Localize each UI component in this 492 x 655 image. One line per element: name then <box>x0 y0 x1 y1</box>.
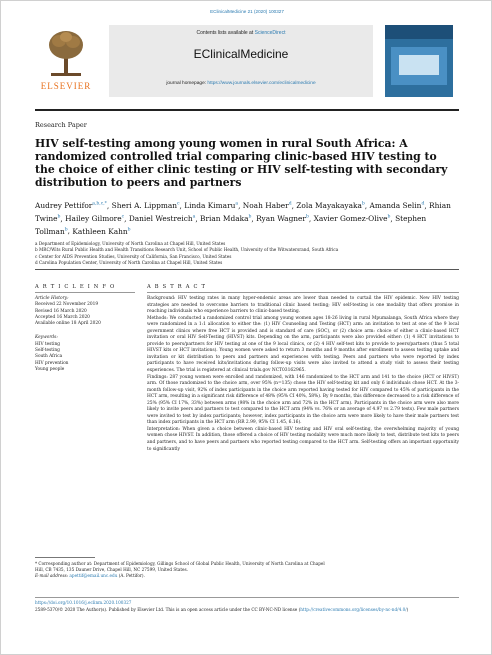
author[interactable]: Daniel Westreich$^a$ <box>128 214 196 224</box>
author[interactable]: Zola Mayakayaka$^b$ <box>296 201 365 211</box>
homepage-link[interactable]: https://www.journals.elsevier.com/eclinicalmedicine <box>207 81 316 86</box>
elsevier-logo[interactable] <box>35 25 97 97</box>
journal-title: EClinicalMedicine <box>193 47 289 61</box>
affiliation: c Center for AIDS Prevention Studies, University of California, San Francisco, United States <box>35 253 232 259</box>
author[interactable]: Amanda Selin$^d$ <box>369 201 425 211</box>
history-item: Available online 18 April 2020 <box>35 321 101 327</box>
email-link[interactable]: apettif@email.unc.edu <box>69 573 118 579</box>
history-item: Accepted 16 March 2020 <box>35 314 90 320</box>
keywords-label: Keywords: <box>35 335 58 341</box>
contents-prefix: Contents lists available at <box>196 30 255 36</box>
author[interactable]: Stephen Tollman$^b$ <box>35 214 427 236</box>
abstract-findings: Findings: 287 young women were enrolled and randomized, with 146 randomized to the HCT arm and 141 to the choice (HCT or HIVST) arm. Of those randomized to the choice arm, over 95% (n=135) chose the HIV self-testing kit and only 6 individuals chose HCT. At the 3-month follow-up visit, 92% of index participants in the choice arm reported having tested for HIV compared to 45% of participants in the HCT arm, resulting in a significant risk difference of 48% (95% CI 40%, 58%). By 9 months, this difference decreased to a risk difference of 25% (95% CI 17%, 33%) between arms (98% in the choice arm and 72% in the HCT arm). Participants in the choice arm were also more likely to invite peers and partners to test compared to the HCT arm (94% vs. 76% or an average of 4.97 vs 2.79 tests). Few male partners were invited to test by index participants; however, index participants in the choice arm were more likely to have their male partners test than index participants in the HCT arm (RR 2.99, 95% CI 1.45, 6.16). <box>147 374 459 426</box>
author-list: Audrey Pettifor$^{a,b,c,*}$, Sheri A. Lippman$^c$, Linda Kimaru$^a$, Noah Haber$^d$, Zola Mayakayaka$^b$, Amanda Selin$^d$, Rhian Twine$^b$, Hailey Gilmore$^c$, Daniel Westreich$^a$, Brian Mdaka$^b$, Ryan Wagner$^b$, Xavier Gomez-Olive$^b$, Stephen Tollman$^b$, Kathleen Kahn$^b$ <box>35 201 451 236</box>
homepage-prefix: journal homepage: <box>166 81 208 86</box>
journal-reference[interactable]: EClinicalMedicine 21 (2020) 100327 <box>210 9 284 14</box>
keyword: Young people <box>35 366 65 372</box>
abstract-column <box>147 284 459 453</box>
keyword: HIV testing <box>35 341 61 347</box>
elsevier-wordmark: ELSEVIER <box>40 81 92 91</box>
author[interactable]: Ryan Wagner$^b$ <box>256 214 309 224</box>
article-type: Research Paper <box>35 121 87 129</box>
section-rule <box>35 269 459 270</box>
contents-line <box>109 30 373 36</box>
keyword: HIV prevention <box>35 360 69 366</box>
doi-link[interactable]: https://doi.org/10.1016/j.eclinm.2020.100327 <box>35 600 132 605</box>
author[interactable]: Brian Mdaka$^b$ <box>200 214 252 224</box>
email-note: E-mail address: apettif@email.unc.edu (A. Pettifor). <box>35 573 145 579</box>
article-info-column <box>35 284 135 373</box>
journal-masthead <box>35 21 459 105</box>
footer-rule <box>35 597 459 598</box>
history-item: Revised 16 March 2020 <box>35 308 87 314</box>
history-label: Article History: <box>35 296 69 301</box>
abstract-background: Background: HIV testing rates in many hyper-endemic areas are lower than needed to curtail the HIV epidemic. New HIV testing strategies are needed to overcome barriers to traditional clinic based testing; HIV self-testing is one modality that offers promise in reaching individuals who experience barriers to clinic-based testing. <box>147 296 459 315</box>
footnote-rule <box>35 557 95 558</box>
abstract-heading: A B S T R A C T <box>147 284 459 293</box>
article-info-heading: A R T I C L E I N F O <box>35 284 135 293</box>
abstract-body <box>147 296 459 453</box>
journal-cover-icon[interactable] <box>385 25 453 97</box>
corresponding-author-note: * Corresponding author at: Department of Epidemiology, Gillings School of Global Public Health, University of North Carolina at Chapel Hill, CB 7435, 135 Dauner Drive, Chapel Hill, NC 27599, United States. <box>35 561 325 573</box>
author[interactable]: Rhian Twine$^b$ <box>35 201 451 224</box>
affiliations <box>35 241 459 267</box>
author[interactable]: Hailey Gilmore$^c$ <box>65 214 125 224</box>
abstract-interpretation: Interpretation: When given a choice between clinic-based HIV testing and HIV oral self-testing, the overwhelming majority of young women chose HIVST. In addition, those offered a choice of HIV testing modality were much more likely to test, distribute test kits to peers and partners, and to have peers and partners who reported testing compared to the HCT arm. Self-testing offers an important opportunity to significantly <box>147 426 459 452</box>
author[interactable]: Audrey Pettifor$^{a,b,c,*}$ <box>35 201 107 211</box>
journal-banner <box>109 25 373 97</box>
rights-line: 2589-5370/© 2020 The Author(s). Published by Elsevier Ltd. This is an open access article under the CC BY-NC-ND license (http://creativecommons.org/licenses/by-nc-nd/4.0/) <box>35 607 409 612</box>
author[interactable]: Noah Haber$^d$ <box>242 201 292 211</box>
affiliation: d Carolina Population Center, University of North Carolina at Chapel Hill, United States <box>35 260 223 266</box>
keyword: Self-testing <box>35 348 60 354</box>
article-title: HIV self-testing among young women in rural South Africa: A randomized controlled trial comparing clinic-based HIV testing to the choice of either clinic testing or HIV self-testing with secondary distribution to peers and partners <box>35 137 448 189</box>
affiliation: b MRC/Wits Rural Public Health and Health Transitions Research Unit, School of Public Health, University of the Witwatersrand, South Africa <box>35 247 339 253</box>
header-rule <box>35 109 459 111</box>
author[interactable]: Xavier Gomez-Olive$^b$ <box>313 214 391 224</box>
author[interactable]: Kathleen Kahn$^b$ <box>72 226 131 236</box>
affiliation: a Department of Epidemiology, University of North Carolina at Chapel Hill, United States <box>35 241 226 246</box>
history-item: Received 22 November 2019 <box>35 302 99 308</box>
footnotes <box>35 561 335 580</box>
abstract-methods: Methods: We conducted a randomized control trial among young women ages 18-26 living in rural Mpumalanga, South Africa where they were randomized in a 1:1 allocation to either the: (1) HIV Counseling and Testing (HCT) arm: an invitation to test at one of the 9 local government clinics where free HCT is provided and is standard of care (SOC), or (2) choice arm: choice of either a clinic-based HCT invitation or oral HIV Self-Testing (HIVST) kits. Depending on the arm, participants were also provided either: (1) 4 HCT invitations to provide to peers/partners for HIV testing at one of the 9 local clinics, or (2) 4 HIV self-test kits to provide to peers/partners (thus 5 total HIVST kits or HCT invitations). Young women were asked to return 3 months and 9 months after enrollment to assess testing uptake and invitation or kit distribution to peers and partners and experiences with testing. Peers and partners who were reported by index participants to have received kits/invitations during follow-up visits were also invited to attend a study visit to assess their testing experiences. The trial is registered at clinical trials.gov NCT03162965. <box>147 315 459 374</box>
sciencedirect-link[interactable]: ScienceDirect <box>254 30 286 36</box>
license-link[interactable]: http://creativecommons.org/licenses/by-nc-nd/4.0/ <box>300 607 407 612</box>
author[interactable]: Linda Kimaru$^a$ <box>184 201 239 211</box>
homepage-line <box>109 81 373 86</box>
author[interactable]: Sheri A. Lippman$^c$ <box>111 201 180 211</box>
keyword: South Africa <box>35 354 63 360</box>
elsevier-tree-icon <box>47 29 85 77</box>
